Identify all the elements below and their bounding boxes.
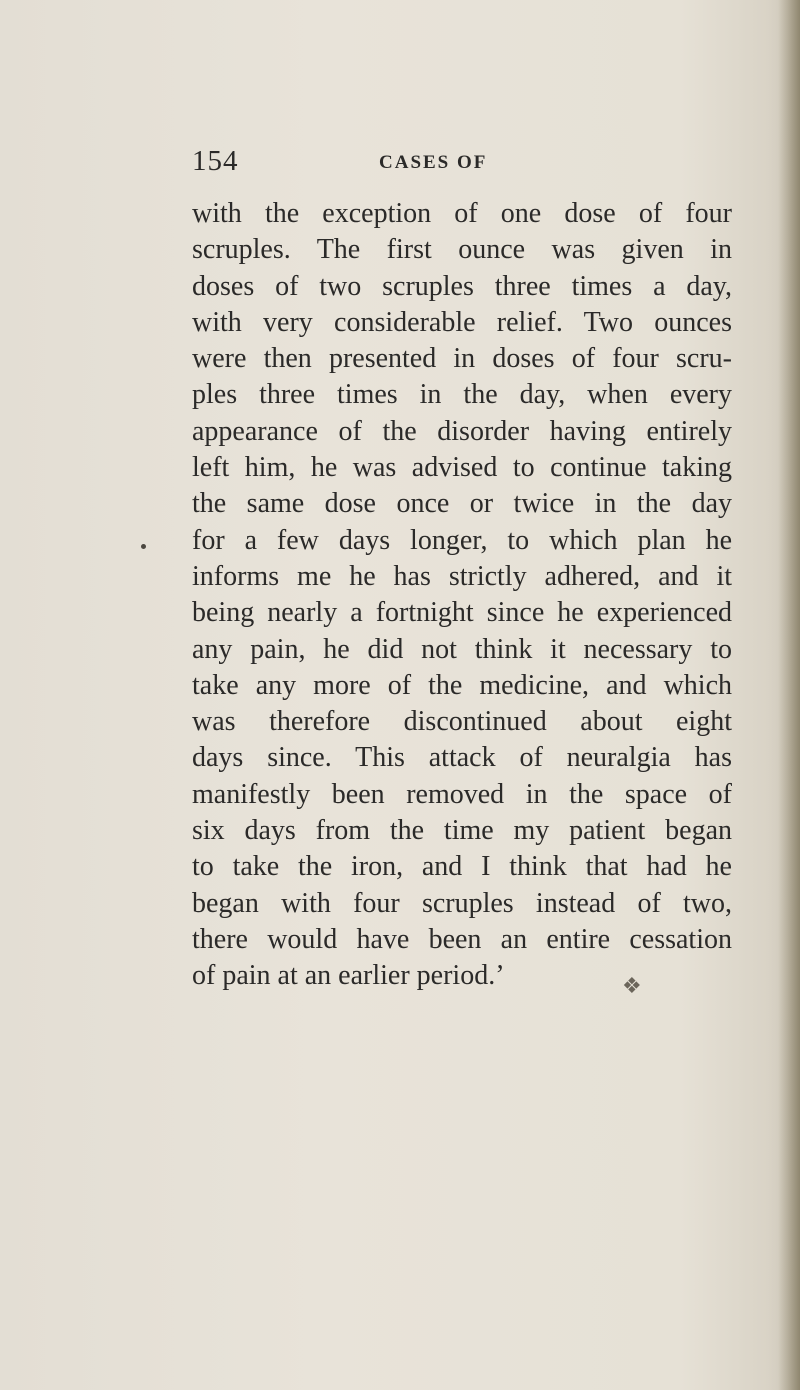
running-head: CASES OF: [379, 152, 488, 173]
text-line: manifestly been removed in the space of: [192, 778, 732, 810]
text-line: informs me he has strictly adhered, and it: [192, 560, 732, 592]
text-line-last: of pain at an earlier period.’: [192, 960, 505, 992]
text-line: the same dose once or twice in the day: [192, 488, 732, 520]
text-line: was therefore discontinued about eight: [192, 706, 732, 738]
page-number: 154: [192, 145, 239, 177]
text-line: there would have been an entire cessation: [192, 923, 732, 955]
text-line: were then presented in doses of four scru-: [192, 343, 732, 375]
text-line: any pain, he did not think it necessary to: [192, 633, 732, 665]
text-line: doses of two scruples three times a day,: [192, 270, 732, 302]
text-line: take any more of the medicine, and which: [192, 669, 732, 701]
ink-speck: [141, 544, 146, 549]
text-line: scruples. The first ounce was given in: [192, 234, 732, 266]
text-line: to take the iron, and I think that had he: [192, 851, 732, 883]
text-line: days since. This attack of neuralgia has: [192, 742, 732, 774]
text-line: six days from the time my patient began: [192, 815, 732, 847]
body-text: [192, 196, 732, 998]
page-header: [192, 145, 732, 179]
text-line: appearance of the disorder having entirely: [192, 415, 732, 447]
text-line: being nearly a fortnight since he experienced: [192, 597, 732, 629]
text-line: left him, he was advised to continue taking: [192, 452, 732, 484]
text-line: for a few days longer, to which plan he: [192, 524, 732, 556]
text-line: ples three times in the day, when every: [192, 379, 732, 411]
printer-ornament-icon: ❖: [622, 973, 642, 998]
text-line: with the exception of one dose of four: [192, 198, 732, 229]
text-line: with very considerable relief. Two ounces: [192, 306, 732, 338]
page-edge-shadow: [778, 0, 800, 1390]
text-line: began with four scruples instead of two,: [192, 887, 732, 919]
